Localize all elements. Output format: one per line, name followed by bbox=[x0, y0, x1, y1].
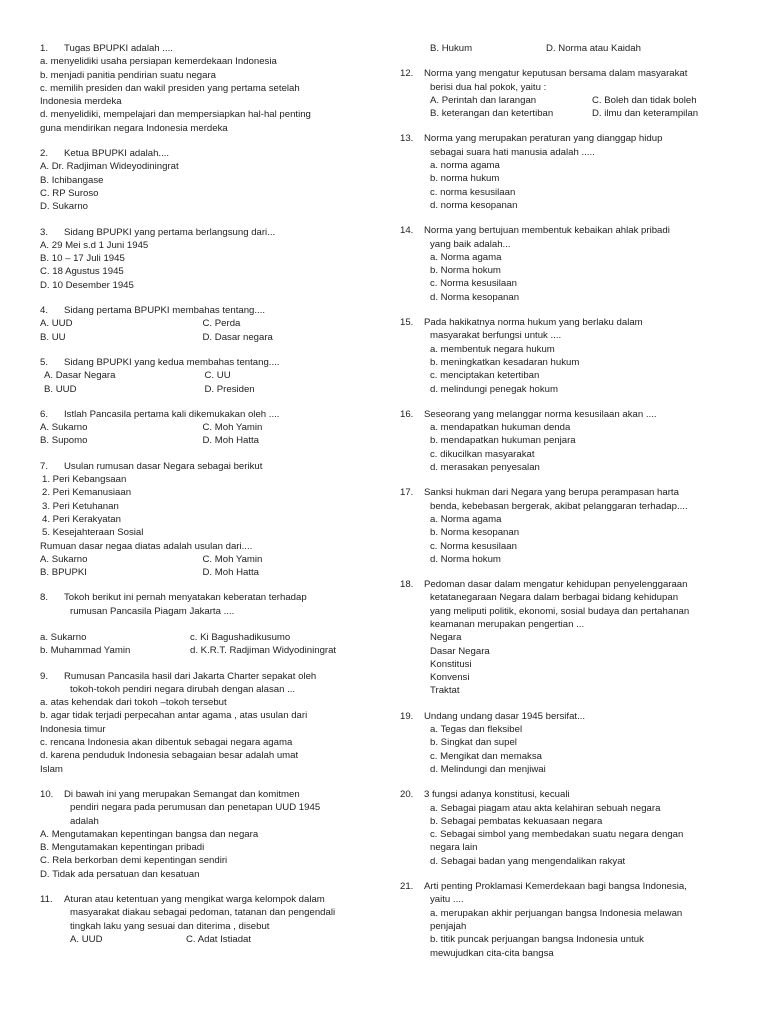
option-d: D. Norma atau Kaidah bbox=[546, 43, 641, 54]
question-number: 19. bbox=[400, 710, 414, 722]
question-text-cont: rumusan Pancasila Piagam Jakarta .... bbox=[70, 605, 235, 617]
question-number: 3. bbox=[40, 226, 49, 238]
option-d: d. karena penduduk Indonesia sebagaian besar adalah umat bbox=[40, 750, 299, 762]
option-c: C. Adat Istiadat bbox=[186, 933, 252, 945]
option-d: d. Sebagai badan yang mengendalikan rakyat bbox=[430, 855, 626, 867]
question-text-cont: keamanan merupakan pengertian ... bbox=[430, 618, 585, 630]
option-c: C. Boleh dan tidak boleh bbox=[592, 94, 697, 106]
question-text-cont: adalah bbox=[70, 815, 99, 827]
question-number: 2. bbox=[40, 148, 49, 160]
list-item: 2. Peri Kemanusiaan bbox=[42, 487, 132, 499]
option-c: c. dikucilkan masyarakat bbox=[430, 448, 535, 460]
option-d: d. merasakan penyesalan bbox=[430, 462, 540, 474]
option-a: A. Perintah dan larangan bbox=[430, 94, 537, 106]
option-a: A. Sukarno bbox=[40, 553, 88, 565]
question-text: Undang undang dasar 1945 bersifat... bbox=[424, 710, 586, 722]
question-8 bbox=[40, 591, 365, 657]
question-text-cont: yang baik adalah... bbox=[430, 238, 511, 250]
option-c: C. Perda bbox=[202, 318, 241, 330]
option-a: a. Sebagai piagam atau akta kelahiran sebuah negara bbox=[430, 802, 661, 814]
option-d-cont: Islam bbox=[40, 763, 63, 775]
option-c: C. Moh Yamin bbox=[202, 553, 263, 565]
question-text: Istlah Pancasila pertama kali dikemukakan oleh .... bbox=[64, 408, 280, 420]
option-a: A. Sukarno bbox=[40, 422, 88, 434]
question-11 bbox=[40, 893, 365, 946]
question-number: 12. bbox=[400, 68, 414, 80]
option-b: b. Norma hokum bbox=[430, 265, 501, 277]
question-20 bbox=[400, 788, 730, 868]
list-item: Konvensi bbox=[430, 672, 470, 684]
question-number: 11. bbox=[40, 894, 53, 906]
question-18 bbox=[400, 578, 730, 698]
option-c-cont: Indonesia merdeka bbox=[40, 96, 122, 108]
option-b: B. keterangan dan ketertiban bbox=[430, 108, 554, 120]
option-b: b. Singkat dan supel bbox=[430, 737, 517, 749]
question-text-cont: yang meliputi politik, ekonomi, sosial budaya dan pertahanan bbox=[430, 605, 690, 617]
option-d-cont: guna mendirikan negara Indonesia merdeka bbox=[40, 122, 228, 134]
question-text: Usulan rumusan dasar Negara sebagai berikut bbox=[64, 460, 263, 472]
option-c: c. menciptakan ketertiban bbox=[430, 370, 540, 382]
option-a: a. membentuk negara hukum bbox=[430, 343, 555, 355]
option-a: A. UUD bbox=[40, 318, 73, 330]
question-text: Rumusan Pancasila hasil dari Jakarta Charter sepakat oleh bbox=[64, 670, 317, 682]
option-b: B. UUD bbox=[44, 383, 77, 395]
question-2 bbox=[40, 147, 365, 213]
list-item: 3. Peri Ketuhanan bbox=[42, 500, 119, 512]
question-text: Norma yang mengatur keputusan bersama dalam masyarakat bbox=[424, 68, 688, 80]
question-7 bbox=[40, 460, 365, 580]
option-d: D. ilmu dan keterampilan bbox=[592, 108, 699, 120]
option-b: B. BPUPKI bbox=[40, 567, 87, 579]
question-text: Aturan atau ketentuan yang mengikat warga kelompok dalam bbox=[64, 894, 325, 906]
option-c: c. Mengikat dan memaksa bbox=[430, 750, 542, 762]
list-item: 4. Peri Kerakyatan bbox=[42, 513, 121, 525]
question-13 bbox=[400, 132, 730, 212]
option-b: b. agar tidak terjadi perpecahan antar agama , atas usulan dari bbox=[40, 710, 308, 722]
question-text: Sidang pertama BPUPKI membahas tentang.... bbox=[64, 305, 266, 317]
question-text: Tugas BPUPKI adalah .... bbox=[64, 43, 173, 54]
question-number: 21. bbox=[400, 881, 414, 893]
option-c: C. Rela berkorban demi kepentingan sendiri bbox=[40, 855, 228, 867]
option-b: b. titik puncak perjuangan bangsa Indonesia untuk bbox=[430, 934, 644, 946]
list-item: Negara bbox=[430, 632, 462, 644]
option-b: B. 10 – 17 Juli 1945 bbox=[40, 253, 125, 265]
question-text-cont: masyarakat berfungsi untuk .... bbox=[430, 330, 562, 342]
question-number: 4. bbox=[40, 305, 49, 317]
option-c: C. 18 Agustus 1945 bbox=[40, 266, 124, 278]
option-c: C. UU bbox=[204, 370, 231, 382]
question-number: 6. bbox=[40, 408, 49, 420]
list-item: Traktat bbox=[430, 685, 460, 697]
question-1 bbox=[40, 42, 365, 135]
option-b: B. Ichibangase bbox=[40, 174, 104, 186]
question-5 bbox=[40, 356, 365, 396]
option-c: c. Ki Bagushadikusumo bbox=[190, 631, 291, 643]
list-item: Dasar Negara bbox=[430, 645, 490, 657]
question-number: 8. bbox=[40, 592, 49, 604]
option-d: d. Norma hokum bbox=[430, 553, 501, 565]
option-d: d. menyelidiki, mempelajari dan mempersiapkan hal-hal penting bbox=[40, 109, 311, 121]
question-number: 13. bbox=[400, 133, 414, 145]
question-6 bbox=[40, 408, 365, 448]
question-number: 10. bbox=[40, 788, 54, 800]
list-item: 5. Kesejahteraan Sosial bbox=[42, 527, 144, 539]
question-text-cont: tingkah laku yang sesuai dan diterima , disebut bbox=[70, 920, 270, 932]
question-10 bbox=[40, 788, 365, 881]
question-19 bbox=[400, 710, 730, 776]
option-b: B. Mengutamakan kepentingan pribadi bbox=[40, 842, 205, 854]
option-a: A. Dasar Negara bbox=[44, 370, 116, 382]
option-a: a. Sukarno bbox=[40, 631, 87, 643]
question-text-cont: masyarakat diakau sebagai pedoman, tatanan dan pengendali bbox=[70, 907, 336, 919]
question-text: Sidang BPUPKI yang pertama berlangsung dari... bbox=[64, 226, 276, 238]
option-b-cont: mewujudkan cita-cita bangsa bbox=[430, 947, 554, 959]
option-d: d. Melindungi dan menjiwai bbox=[430, 763, 546, 775]
question-text: Pada hakikatnya norma hukum yang berlaku dalam bbox=[424, 317, 643, 329]
question-number: 20. bbox=[400, 789, 414, 801]
option-b: b. Norma kesopanan bbox=[430, 527, 520, 539]
question-text: Arti penting Proklamasi Kemerdekaan bagi bangsa Indonesia, bbox=[424, 881, 687, 893]
question-text: Tokoh berikut ini pernah menyatakan keberatan terhadap bbox=[64, 592, 307, 604]
question-11-continued bbox=[400, 42, 730, 55]
right-column bbox=[400, 42, 730, 972]
question-text: Sidang BPUPKI yang kedua membahas tentang.... bbox=[64, 356, 280, 368]
option-b: b. mendapatkan hukuman penjara bbox=[430, 435, 576, 447]
option-b: b. norma hukum bbox=[430, 173, 500, 185]
option-a: a. menyelidiki usaha persiapan kemerdekaan Indonesia bbox=[40, 56, 277, 68]
option-c-cont: negara lain bbox=[430, 842, 478, 854]
option-d: D. Moh Hatta bbox=[202, 567, 260, 579]
option-a: a. Tegas dan fleksibel bbox=[430, 724, 523, 736]
question-number: 17. bbox=[400, 487, 414, 499]
question-text-cont: benda, kebebasan bergerak, akibat pelanggaran terhadap.... bbox=[430, 500, 688, 512]
question-14 bbox=[400, 224, 730, 304]
question-number: 9. bbox=[40, 670, 49, 682]
question-text-cont: pendiri negara pada perumusan dan penetapan UUD 1945 bbox=[70, 802, 321, 814]
question-number: 18. bbox=[400, 579, 414, 591]
option-b: B. Supomo bbox=[40, 435, 88, 447]
option-a: a. norma agama bbox=[430, 160, 500, 172]
option-d: D. Sukarno bbox=[40, 201, 88, 213]
question-text: Seseorang yang melanggar norma kesusilaan akan .... bbox=[424, 408, 657, 420]
option-c: c. Norma kesusilaan bbox=[430, 278, 517, 290]
question-text-cont: yaitu .... bbox=[430, 894, 464, 906]
list-item: Konstitusi bbox=[430, 658, 472, 670]
question-4 bbox=[40, 304, 365, 344]
option-d: D. Moh Hatta bbox=[202, 435, 260, 447]
option-a: a. Norma agama bbox=[430, 513, 502, 525]
question-number: 1. bbox=[40, 43, 49, 54]
option-a: a. atas kehendak dari tokoh –tokoh tersebut bbox=[40, 697, 227, 709]
option-a: A. 29 Mei s.d 1 Juni 1945 bbox=[40, 239, 149, 251]
question-text-cont: sebagai suara hati manusia adalah ..... bbox=[430, 146, 595, 158]
question-text-cont: tokoh-tokoh pendiri negara dirubah dengan alasan ... bbox=[70, 683, 296, 695]
question-15 bbox=[400, 316, 730, 396]
question-number: 7. bbox=[40, 460, 49, 472]
option-d: d. melindungi penegak hokum bbox=[430, 383, 559, 395]
question-text: Sanksi hukman dari Negara yang berupa perampasan harta bbox=[424, 487, 679, 499]
option-d: D. Tidak ada persatuan dan kesatuan bbox=[40, 868, 200, 880]
question-number: 15. bbox=[400, 317, 414, 329]
question-17 bbox=[400, 486, 730, 566]
left-column bbox=[40, 42, 365, 958]
option-a: a. Norma agama bbox=[430, 251, 502, 263]
option-c: c. memilih presiden dan wakil presiden yang pertama setelah bbox=[40, 82, 300, 94]
list-item: 1. Peri Kebangsaan bbox=[42, 474, 127, 486]
option-c: c. rencana Indonesia akan dibentuk sebagai negara agama bbox=[40, 737, 293, 749]
option-d: d. norma kesopanan bbox=[430, 199, 518, 211]
question-9 bbox=[40, 670, 365, 776]
option-a: A. Dr. Radjiman Wideyodiningrat bbox=[40, 161, 179, 173]
question-16 bbox=[400, 408, 730, 474]
option-d: D. Presiden bbox=[204, 383, 255, 395]
option-d: d. Norma kesopanan bbox=[430, 291, 520, 303]
question-number: 5. bbox=[40, 356, 49, 368]
option-a: a. mendapatkan hukuman denda bbox=[430, 422, 571, 434]
option-c: c. Sebagai simbol yang membedakan suatu negara dengan bbox=[430, 829, 684, 841]
question-text: 3 fungsi adanya konstitusi, kecuali bbox=[424, 789, 570, 801]
option-b: b. Muhammad Yamin bbox=[40, 645, 131, 657]
question-3 bbox=[40, 226, 365, 292]
option-d: d. K.R.T. Radjiman Widyodiningrat bbox=[190, 645, 337, 657]
option-b-cont: Indonesia timur bbox=[40, 723, 106, 735]
option-c: C. Moh Yamin bbox=[202, 422, 263, 434]
option-a: A. UUD bbox=[70, 933, 103, 945]
option-a-cont: penjajah bbox=[430, 920, 467, 932]
option-b: b. menjadi panitia pendirian suatu negara bbox=[40, 69, 217, 81]
question-text-cont: ketatanegaraan Negara dalam berbagai bidang kehidupan bbox=[430, 592, 679, 604]
question-prompt: Rumuan dasar negaa diatas adalah usulan dari.... bbox=[40, 540, 253, 552]
option-a: a. merupakan akhir perjuangan bangsa Indonesia melawan bbox=[430, 907, 683, 919]
question-21 bbox=[400, 880, 730, 960]
question-text: Di bawah ini yang merupakan Semangat dan komitmen bbox=[64, 788, 300, 800]
question-text: Pedoman dasar dalam mengatur kehidupan penyelenggaraan bbox=[424, 579, 688, 591]
option-c: c. norma kesusilaan bbox=[430, 186, 516, 198]
option-b: B. Hukum bbox=[430, 43, 473, 54]
question-text: Norma yang merupakan peraturan yang dianggap hidup bbox=[424, 133, 663, 145]
option-d: D. Dasar negara bbox=[202, 331, 273, 343]
question-text: Ketua BPUPKI adalah.... bbox=[64, 148, 170, 160]
option-c: c. Norma kesusilaan bbox=[430, 540, 517, 552]
option-b: b. Sebagai pembatas kekuasaan negara bbox=[430, 815, 603, 827]
option-c: C. RP Suroso bbox=[40, 187, 99, 199]
option-d: D. 10 Desember 1945 bbox=[40, 279, 134, 291]
question-number: 14. bbox=[400, 225, 414, 237]
question-number: 16. bbox=[400, 408, 414, 420]
question-12 bbox=[400, 67, 730, 120]
question-text-cont: berisi dua hal pokok, yaitu : bbox=[430, 81, 547, 93]
option-b: b. meningkatkan kesadaran hukum bbox=[430, 356, 580, 368]
option-a: A. Mengutamakan kepentingan bangsa dan negara bbox=[40, 828, 259, 840]
question-text: Norma yang bertujuan membentuk kebaikan ahlak pribadi bbox=[424, 225, 670, 237]
option-b: B. UU bbox=[40, 331, 66, 343]
